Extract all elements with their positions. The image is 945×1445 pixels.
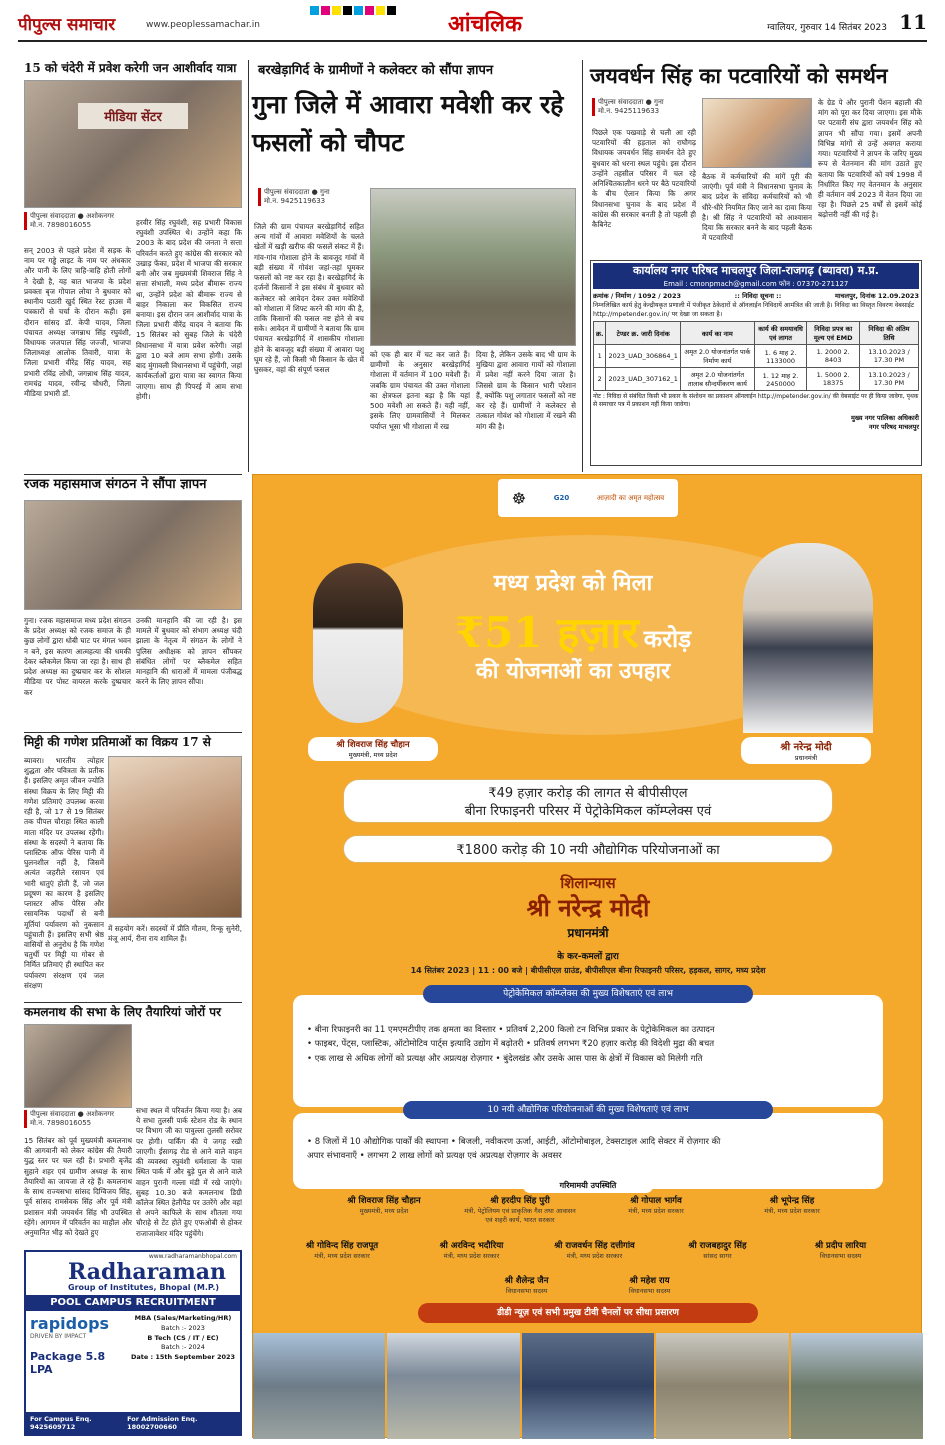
newspaper-logo: पीपुल्स समाचार [18, 15, 116, 35]
guest-card [597, 1195, 715, 1234]
story2-body-col1: जिले की ग्राम पंचायत बरखेड़ागिर्द सहित अन्य गांवों में आवारा मवेशियों के चलते खेतों में खड़ी खरीफ की फसलें संकट में हैं। गांव-गांव गोशाला होने के बावजूद गांवों में बड़ी संख्या में गोवंश जहां-तहां घूमकर फसलों को नष्ट कर रहा है। बरखेड़ागिर्द के दर्जनों किसानों ने इस संबंध में बुधवार को कलेक्टर को आवेदन देकर उक्त मवेशियों को गोशाला में शिफ्ट करने की मांग की है, ताकि किसानों की फसल नष्ट होने से बच सके। आवेदन में ग्रामीणों ने बताया कि ग्राम पंचायत बरखेड़ागिर्द में शासकीय गोशाला होने के बावजूद बड़ी संख्या में आवारा पशु घूम रहे हैं, जो किसी भी किसान के खेत में घुसकर, वहां की संपूर्ण फसल [254, 222, 364, 375]
company-name: rapidops [30, 1314, 110, 1333]
tender-cell: 1. 12 माह 2. 2450000 [754, 368, 807, 391]
tender-row [594, 368, 919, 391]
story2-cattle-photo [370, 188, 576, 346]
course-btech: B Tech (CS / IT / EC) [147, 1333, 219, 1342]
kar-kamal-text: के कर-कमलों द्वारा [557, 952, 619, 962]
emblem-icon: ☸ [511, 488, 527, 508]
website-url: www.peoplessamachar.in [146, 20, 260, 30]
enquiry-bar: For Campus Enq. 9425609712 For Admission Enq. 18002700660 [26, 1412, 240, 1434]
amrit-mahotsav-logo: आज़ादी का अमृत महोत्सव [596, 493, 665, 502]
guest-designation: मंत्री, पेट्रोलियम एवं प्राकृतिक गैस तथा आवासन एवं शहरी कार्य, भारत सरकार [464, 1207, 576, 1224]
pipeline-photo [387, 1333, 519, 1439]
story3-headline: जयवर्धन सिंह का पटवारियों को समर्थन [590, 63, 888, 88]
story5-ganesh-photo [108, 756, 242, 918]
story3-body-col2: बैठक में कर्मचारियों की मांगें पूरी की जाएंगी। पूर्व मंत्री ने विधानसभा चुनाव के बाद प्रदेश के संविदा कर्मचारियों को भी धीरे-धीरे नियमित किए जाने का दावा किया है। श्री सिंह ने पटवारियों को आश्वासन दिया कि सरकार बनने के बाद पहली बैठक में पटवारियों [702, 172, 812, 243]
feature-line: • 8 जिलों में 10 औद्योगिक पार्कों की स्थापना • बिजली, नवीकरण ऊर्जा, आईटी, ऑटोमोबाइल, टेक्सटाइल आदि सेक्टर में रोज़गार की [307, 1137, 721, 1147]
tender-signature: मुख्य नगर पालिका अधिकारी नगर परिषद माचलपुर [851, 414, 919, 432]
aerial-refinery-photo [791, 1333, 923, 1439]
tender-refline: क्रमांक / निर्माण / 1092 / 2023 :: निविदा सूचना :: माचलपुर, दिनांक 12.09.2023 [593, 292, 919, 300]
guest-card [788, 1240, 893, 1270]
tender-cell: अमृत 2.0 योजनांतर्गत पार्क निर्माण कार्य [680, 345, 754, 368]
institute-name: Radharaman [68, 1259, 227, 1285]
guest-name: श्री महेश राय [629, 1276, 670, 1287]
guest-designation: सांसद सागर [703, 1251, 732, 1260]
tender-cell: अमृत 2.0 योजनांतर्गत तालाब सौन्दर्यीकरण कार्य [680, 368, 754, 391]
industrial-features-title: 10 नयी औद्योगिक परियोजनाओं की मुख्य विशेषताएं एवं लाभ [403, 1101, 773, 1119]
guest-designation: मंत्री, मध्य प्रदेश सरकार [443, 1251, 500, 1260]
dateline: ग्वालियर, गुरुवार 14 सितंबर 2023 [767, 23, 887, 33]
tender-table [593, 321, 919, 391]
ad-headline-2: ₹51 हज़ार करोड़ [454, 608, 692, 657]
industrial-features-box [293, 1113, 883, 1189]
ad-headline-3: की योजनाओं का उपहार [475, 658, 671, 684]
tender-row [594, 345, 919, 368]
guest-card [597, 1275, 702, 1305]
column-divider [582, 60, 583, 472]
tender-note: नोट : निविदा से संबंधित किसी भी प्रकार के संशोधन का प्रकाशन ऑनलाईन http://mpetender.gov.in/ की वेबसाईट पर ही किया जावेगा, पृथक से समाचार पत्र में प्रकाशन नहीं किया जावेगा। [593, 393, 919, 409]
story4-photo [24, 500, 242, 610]
tender-cell: 1. 6 माह 2. 1133000 [754, 345, 807, 368]
tender-cell: 13.10.2023 / 17.30 PM [859, 368, 918, 391]
package-text: Package 5.8 LPA [30, 1350, 106, 1376]
tender-notice [590, 260, 922, 466]
tender-contact: Email : cmonpmach@gmail.com फोन : 07370-271127 [593, 279, 919, 289]
tender-office: कार्यालय नगर परिषद माचलपुर जिला-राजगढ़ (ब्यावरा) म.प्र. [593, 263, 919, 279]
guest-card [419, 1240, 524, 1270]
cm-portrait [313, 563, 403, 723]
guest-name: श्री प्रदीप लारिया [814, 1240, 867, 1251]
guest-card [474, 1275, 579, 1305]
story3-body-col3: के ग्रेड पे और पुरानी पेंशन बहाली की मांग को पूरा कर दिया जाएगा। इस मौके पर पटवारी संघ द्वारा जयवर्धन सिंह को ज्ञापन भी सौंपा गया। इसमें अपनी विभिन्न मांगों से उन्हें अवगत कराया गया। पटवारियों ने ज्ञापन के जरिए मुख्य रूप से वेतनमान की मांग उठाते हुए बताया कि पटवारियों को वर्ष 1998 में निर्धारित किए गए वेतनमान के अनुसार ही वर्तमान वर्ष 2023 में वेतन दिया जा रहा है। पिछले 25 वर्षों से इसमें कोई बढ़ोत्तरी नहीं की गई है। [818, 98, 922, 220]
tender-cell: 2023_UAD_307162_1 [606, 368, 680, 391]
story1-photo [24, 80, 242, 208]
industrial-features-list [307, 1135, 869, 1164]
control-room-photo [522, 1333, 654, 1439]
section-title: आंचलिक [448, 11, 522, 37]
event-venue: 14 सितंबर 2023 | 11 : 00 बजे | बीपीसीएल ग्राउंड, बीपीसीएल बीना रिफाइनरी परिसर, हड़कल, सागर, मध्य प्रदेश [410, 966, 766, 975]
story1-body-col1: सन् 2003 से पहले प्रदेश में सड़क के नाम पर गड्ढे लाइट के नाम पर अंधकार और पानी के लिए त्राहि-त्राहि होती लोगों ने देखी है, यह बात भाजपा के प्रदेश प्रवक्ता बृज गोपाल लोया ने बुधवार को स्थानीय पठारी खुर्द स्थित रेस्ट हाउस में पत्रकारों से चर्चा के दौरान कही। इस दौरान सांसद डॉ. केपी यादव, जिला पंचायत अध्यक्ष जगन्नाथ सिंह रघुवंशी, विधायक जजपाल सिंह जज्जी, भाजपा जिलाध्यक्ष आलोक तिवारी, यात्रा के जिला प्रभारी वीरेंद्र सिंह यादव, सह प्रभारी रविंद्र लोधी, जगन्नाथ सिंह यादव, रामचंद्र यादव, रवीन्द्र चौधरी, जिला मीडिया प्रभारी डॉ. [24, 246, 131, 399]
story2-body-col3: दिया है, लेकिन उसके बाद भी ग्राम के मुखिया द्वारा आवारा गायों को गोशाला में प्रवेश नहीं करने दिया जाता है। जिससे ग्राम के किसान भारी परेशान हैं, क्योंकि पशु लगातार फसलों को नष्ट कर रहे हैं। ग्रामीणों ने कलेक्टर से तत्काल गोवंश को गोशाला में रखने की मांग की है। [476, 350, 576, 431]
guest-name: श्री राजबहादुर सिंह [688, 1240, 747, 1251]
petrochem-features-title: पेट्रोकेमिकल कॉम्प्लेक्स की मुख्य विशेषताएं एवं लाभ [423, 985, 753, 1003]
batch-mba: Batch :- 2023 [161, 1323, 205, 1332]
masthead [18, 8, 927, 42]
tender-cell: 2023_UAD_306864_1 [606, 345, 680, 368]
feature-line: अपार संभावनाएँ • लगभग 2 लाख लोगों को प्रत्यक्ष एवं अप्रत्यक्ष रोज़गार के अवसर [307, 1151, 562, 1162]
story1-byline: पीपुल्स संवाददाता ● अशोकनगर मो.न. 7898016055 [24, 212, 242, 230]
pm-caption: श्री नरेन्द्र मोदी प्रधानमंत्री [741, 737, 871, 764]
photo-strip [253, 1333, 923, 1439]
story5-body-col2: में सहयोग करें। सदस्यों में प्रीति गौतम, रिन्कू सुनेरी, मंजू आर्य, रीना राय शामिल हैं। [108, 924, 242, 944]
logo-strip [498, 479, 678, 517]
tender-intro: निम्नलिखित कार्य हेतु केन्द्रीयकृत प्रणाली में पंजीकृत ठेकेदारों से ऑनलाईन निविदायें आमंत्रित की जाती है। निविदा का विस्तृत विवरण वेबसाईट http://mpetender.gov.in/ पर देखा जा सकता है। [593, 302, 914, 318]
tender-header-cell: निविदा की अंतिम तिथि [859, 322, 918, 345]
pm-title: प्रधानमंत्री [567, 926, 609, 940]
story6-headline: कमलनाथ की सभा के लिए तैयारियां जोरों पर [24, 1005, 222, 1019]
institute-ad [24, 1250, 242, 1436]
guest-name: श्री शैलेन्द्र जैन [504, 1276, 549, 1287]
recruitment-banner: POOL CAMPUS RECRUITMENT [26, 1295, 240, 1311]
story4-body-col1: गुना। रजक महासमाज मध्य प्रदेश संगठन के प्रदेश अध्यक्ष को रजक समाज के ही कुछ लोगों द्वारा धोबी घाट पर मंगल भवन न बने, इस कारण आत्महत्या की धमकी देकर ब्लैकमेल किया जा रहा है। साथ ही प्रदेश अध्यक्ष का दुष्प्रचार कर के सोशल मीडिया पर पोस्ट वायरल करके दुष्प्रचार कर [24, 616, 131, 697]
guest-name: श्री हरदीप सिंह पुरी [490, 1196, 550, 1206]
guest-designation: मुख्यमंत्री, मध्य प्रदेश [359, 1207, 409, 1215]
story5-body-col1: ब्यावरा। भारतीय त्योहार शुद्धता और पवित्रता के प्रतीक हैं। इसलिए अमृत जीवन ज्योति संस्था विक्रय के लिए मिट्टी की गणेश प्रतिमाएं उपलब्ध करवा रही है, जो 17 से 19 सितंबर तक पीपल चौराहा स्थित काली माता मंदिर पर उपलब्ध रहेंगी। संस्था के सदस्यों ने बताया कि प्लास्टिक ऑफ पेरिस पानी में घुलनशील नहीं है, जिसमें अत्यंत जहरीले रसायन एवं भारी धातुएं होती हैं, जो जल प्रदूषण का कारण है इसलिए प्लास्टर ऑफ पेरिस और रसायनिक पदार्थों से बनी मूर्तियां पर्यावरण को नुकसान पहुंचाती हैं। इसलिए सभी श्रेष्ठ वासियों से अनुरोध है कि गणेश चतुर्थी पर मिट्टी या गोबर से निर्मित प्रतिमाएं ही स्थापित कर पर्यावरण संरक्षण एवं जल संरक्षण [24, 756, 104, 990]
guests-grid [263, 1195, 913, 1305]
tender-header-cell: कार्य की समयावधि एवं लागत [754, 322, 807, 345]
tender-header-cell: कार्य का नाम [680, 322, 754, 345]
tender-cell: 2 [594, 368, 606, 391]
tender-cell: 1. 2000 2. 8403 [807, 345, 859, 368]
guest-card [665, 1240, 770, 1270]
guest-name: श्री गोविन्द सिंह राजपूत [305, 1240, 379, 1251]
g20-logo: G20 [553, 494, 570, 502]
story3-body-col1: पिछले एक पखवाड़े से चली आ रही पटवारियों की हड़ताल को राघौगढ़ विधायक जयवर्धन सिंह समर्थन देते हुए बुधवार को धरना स्थल पहुंचे। इस दौरान उन्होंने तहसील परिसर में चल रहे अनिश्चितकालीन धरने पर बैठे पटवारियों के बीच ऐलान किया कि अगर विधानसभा चुनाव के बाद प्रदेश में कांग्रेस की सरकार बनती है तो पहली ही कैबिनेट [592, 128, 696, 229]
company-tagline: DRIVEN BY IMPACT [30, 1333, 87, 1340]
story5-headline: मिट्टी की गणेश प्रतिमाओं का विक्रय 17 से [24, 735, 211, 749]
guest-name: श्री गोपाल भार्गव [630, 1196, 682, 1206]
page-number: 11 [899, 10, 927, 34]
guest-designation: विधानसभा सदस्य [628, 1287, 671, 1296]
story6-body-col1: 15 सितंबर को पूर्व मुख्यमंत्री कमलनाथ की आगवानी को लेकर कांग्रेस की तैयारी युद्ध स्तर पर चल रही है। प्रभारी बृजेंद्र सुहाने शहर एवं ग्रामीण अध्यक्ष के साथ तैयारियों का जायजा ले रहे हैं। कमलनाथ के साथ राज्यसभा सांसद दिग्विजय सिंह, पूर्व सांसद रामसेवक सिंह और पूर्व मंत्री प्रशासन मंत्री जयवर्धन सिंह भी उपस्थित रहेंगे। आगमन में परिवर्तन का माहौल और अनुमानित भीड़ को देखते हुए [24, 1136, 132, 1237]
guest-card [733, 1195, 851, 1234]
guest-card [283, 1240, 401, 1270]
divider [24, 732, 242, 733]
tender-cell: 1. 5000 2. 18375 [807, 368, 859, 391]
guest-designation: विधानसभा सदस्य [819, 1251, 862, 1260]
project-pill-2: ₹1800 करोड़ की 10 नयी औद्योगिक परियोजनाओं का [343, 835, 833, 863]
story2-byline: पीपुल्स संवाददाता ● गुना मो.न. 9425119633 [258, 188, 368, 206]
media-center-banner: मीडिया सेंटर [78, 103, 188, 129]
cm-caption: श्री शिवराज सिंह चौहान मुख्यमंत्री, मध्य प्रदेश [308, 737, 438, 761]
petrochem-features-box [293, 995, 883, 1107]
story1-headline: 15 को चंदेरी में प्रवेश करेगी जन आशीर्वाद यात्रा [24, 61, 237, 75]
refinery-photo [253, 1333, 385, 1439]
govt-advertisement [252, 474, 922, 1438]
guest-name: श्री अरविन्द भदौरिया [439, 1240, 504, 1251]
tender-cell: 13.10.2023 / 17.30 PM [859, 345, 918, 368]
divider [24, 474, 242, 475]
feature-line: • बीना रिफाइनरी का 11 एमएमटीपीए तक क्षमता का विस्तार • प्रतिवर्ष 2,200 किलो टन विभिन्न प्रकार के पेट्रोकेमिकल का उत्पादन [307, 1025, 715, 1035]
plant-photo [656, 1333, 788, 1439]
feature-line: • फाइबर, पेंट्स, प्लास्टिक, ऑटोमोटिव पार्ट्स इत्यादि उद्योग में बढ़ोतरी • प्रतिवर्ष लगभग ₹20 हज़ार करोड़ की विदेशी मुद्रा की बचत [307, 1039, 715, 1050]
story1-body-col2: हरवीर सिंह रघुवंशी, सह प्रभारी विकास रघुवंशी उपस्थित थे। उन्होंने कहा कि 2003 के बाद प्रदेश की जनता ने सत्ता परिवर्तन करते हुए कांग्रेस की सरकार को उखाड़ फेंका, प्रदेश में भाजपा की सरकार बनी और जब मुख्यमंत्री शिवराज सिंह ने सत्ता संभाली, मध्य प्रदेश बीमारू राज्य था, उन्होंने प्रदेश को बीमारू राज्य से बाहर निकाला कर विकसित राज्य बनाया। इस दौरान जन आशीर्वाद यात्रा के जिला प्रभारी वीरेंद्र यादव ने बताया कि 15 सितंबर को सुबह जिले के चंदेरी विधानसभा में यात्रा प्रवेश करेगी। जहां द्वारा 10 बजे आम सभा होगी। उसके बाद मुंगावली विधानसभा में पहुंचेगी, जहां कार्यकर्ताओं द्वारा यात्रा का स्वागत किया जाएगा। साथ ही पिपरई में आम सभा होगी। [136, 218, 242, 401]
tender-header-cell: निविदा प्रपत्र का मूल्य एवं EMD [807, 322, 859, 345]
tender-header-cell: क्र. [594, 322, 606, 345]
guest-designation: विधानसभा सदस्य [505, 1287, 548, 1296]
batch-btech: Batch :- 2024 [161, 1343, 205, 1352]
guest-designation: मंत्री, मध्य प्रदेश सरकार [628, 1207, 684, 1215]
story3-photo [702, 98, 812, 168]
story6-body-col2: सभा स्थल में परिवर्तन किया गया है। अब ये सभा तुलसी पार्क स्टेशन रोड के स्थान पर विभाग जी का पावुल्ला तुलसी सरोवर पर होगी। पार्किंग की ये जगह रखी जाएगी। ईसागढ़ रोड से आने वाले वाहन की व्यवस्था रघुवंशी धर्मशाला के पास स्थित पार्क में और बुड़े पुल से आने वाले वाहन पुरानी गल्ला मंडी में रखे जाएंगे। सुबह 10.30 बजे कमलनाथ डिग्री कॉलेज स्थित हेलीपैड पर उतरेंगे और वहां से अपने काफिले के साथ शीतला गया चौराहे से टेंट होते हुए एफओबी से होकर राजाजावेशर मंदिर पहुंचेंगे। [136, 1106, 242, 1238]
guest-name: श्री राजवर्धन सिंह दत्तीगांव [554, 1240, 635, 1251]
feature-line: • एक लाख से अधिक लोगों को प्रत्यक्ष और अप्रत्यक्ष रोज़गार • बुंदेलखंड और उसके आस पास के क्षेत्रों में विकास को मिलेगी गति [307, 1053, 703, 1064]
tender-cell: 1 [594, 345, 606, 368]
story2-body-col2: को एक ही बार में चट कर जाते हैं। ग्रामीणों के अनुसार बरखेड़ागिर्द गोशाला में वर्तमान में 100 मवेशी हैं। जबकि ग्राम पंचायत की उक्त गोशाला का क्षेत्रफल इतना बड़ा है कि यहां 500 मवेशी आ सकते हैं। यही नहीं, इसके लिए ग्रामवासियों ने मिलकर पर्याप्त भूसा भी गोशाला में रख [370, 350, 470, 431]
guest-name: श्री भूपेन्द्र सिंह [769, 1196, 815, 1206]
tender-header-cell: टेण्डर क्र. जारी दिनांक [606, 322, 680, 345]
guests-title: गरिमामयी उपस्थिति [523, 1179, 653, 1193]
ad-headline-1: मध्य प्रदेश को मिला [493, 570, 653, 596]
guest-designation: मंत्री, मध्य प्रदेश सरकार [314, 1251, 370, 1260]
guest-designation: मंत्री, मध्य प्रदेश सरकार [764, 1207, 820, 1215]
institute-site: www.radharamanbhopal.com [148, 1253, 237, 1260]
column-divider [248, 60, 249, 472]
broadcast-bar: डीडी न्यूज़ एवं सभी प्रमुख टीवी चैनलों पर सीधा प्रसारण [418, 1303, 758, 1323]
story2-kicker: बरखेड़ागिर्द के ग्रामीणों ने कलेक्टर को सौंपा ज्ञापन [258, 63, 494, 78]
story6-byline: पीपुल्स संवाददाता ● अशोकनगर मो.न. 7898016055 [24, 1110, 132, 1128]
institute-group: Group of Institutes, Bhopal (M.P.) [68, 1283, 220, 1292]
divider [24, 1002, 242, 1003]
story3-byline: पीपुल्स संवाददाता ● गुना मो.न. 9425119633 [592, 98, 702, 116]
project-pill-1: ₹49 हज़ार करोड़ की लागत से बीपीसीएल बीना रिफाइनरी परिसर में पेट्रोकेमिकल कॉम्प्लेक्स एवं [343, 779, 833, 823]
story2-headline: गुना जिले में आवारा मवेशी कर रहे फसलों को चौपट [252, 90, 564, 157]
pm-portrait [743, 543, 873, 733]
drive-date: Date : 15th September 2023 [130, 1353, 236, 1361]
guest-name: श्री शिवराज सिंह चौहान [347, 1196, 421, 1206]
guest-card [542, 1240, 647, 1270]
story4-headline: रजक महासमाज संगठन ने सौंपा ज्ञापन [24, 477, 207, 492]
story6-photo [24, 1024, 132, 1108]
pm-name-large: श्री नरेन्द्र मोदी [526, 893, 650, 922]
guest-designation: मंत्री, मध्य प्रदेश सरकार [566, 1251, 623, 1260]
course-mba: MBA (Sales/Marketing/HR) [134, 1314, 232, 1322]
shilanyas-text: शिलान्यास [560, 874, 616, 892]
story4-body-col2: उनकी मानहानि की जा रही है। इस मामले में बुधवार को संभाग अध्यक्ष चंदी झाला के नेतृत्व में संगठन के लोगों ने पुलिस अधीक्षक को ज्ञापन सौंपकर संबंधित लोगों पर ब्लैकमेल सहित मानहानि की धाराओं में मामला पंजीबद्ध करने के लिए ज्ञापन सौंपा। [136, 616, 242, 687]
guest-card [325, 1195, 443, 1234]
petrochem-features-list [307, 1023, 869, 1066]
guest-card [461, 1195, 579, 1234]
